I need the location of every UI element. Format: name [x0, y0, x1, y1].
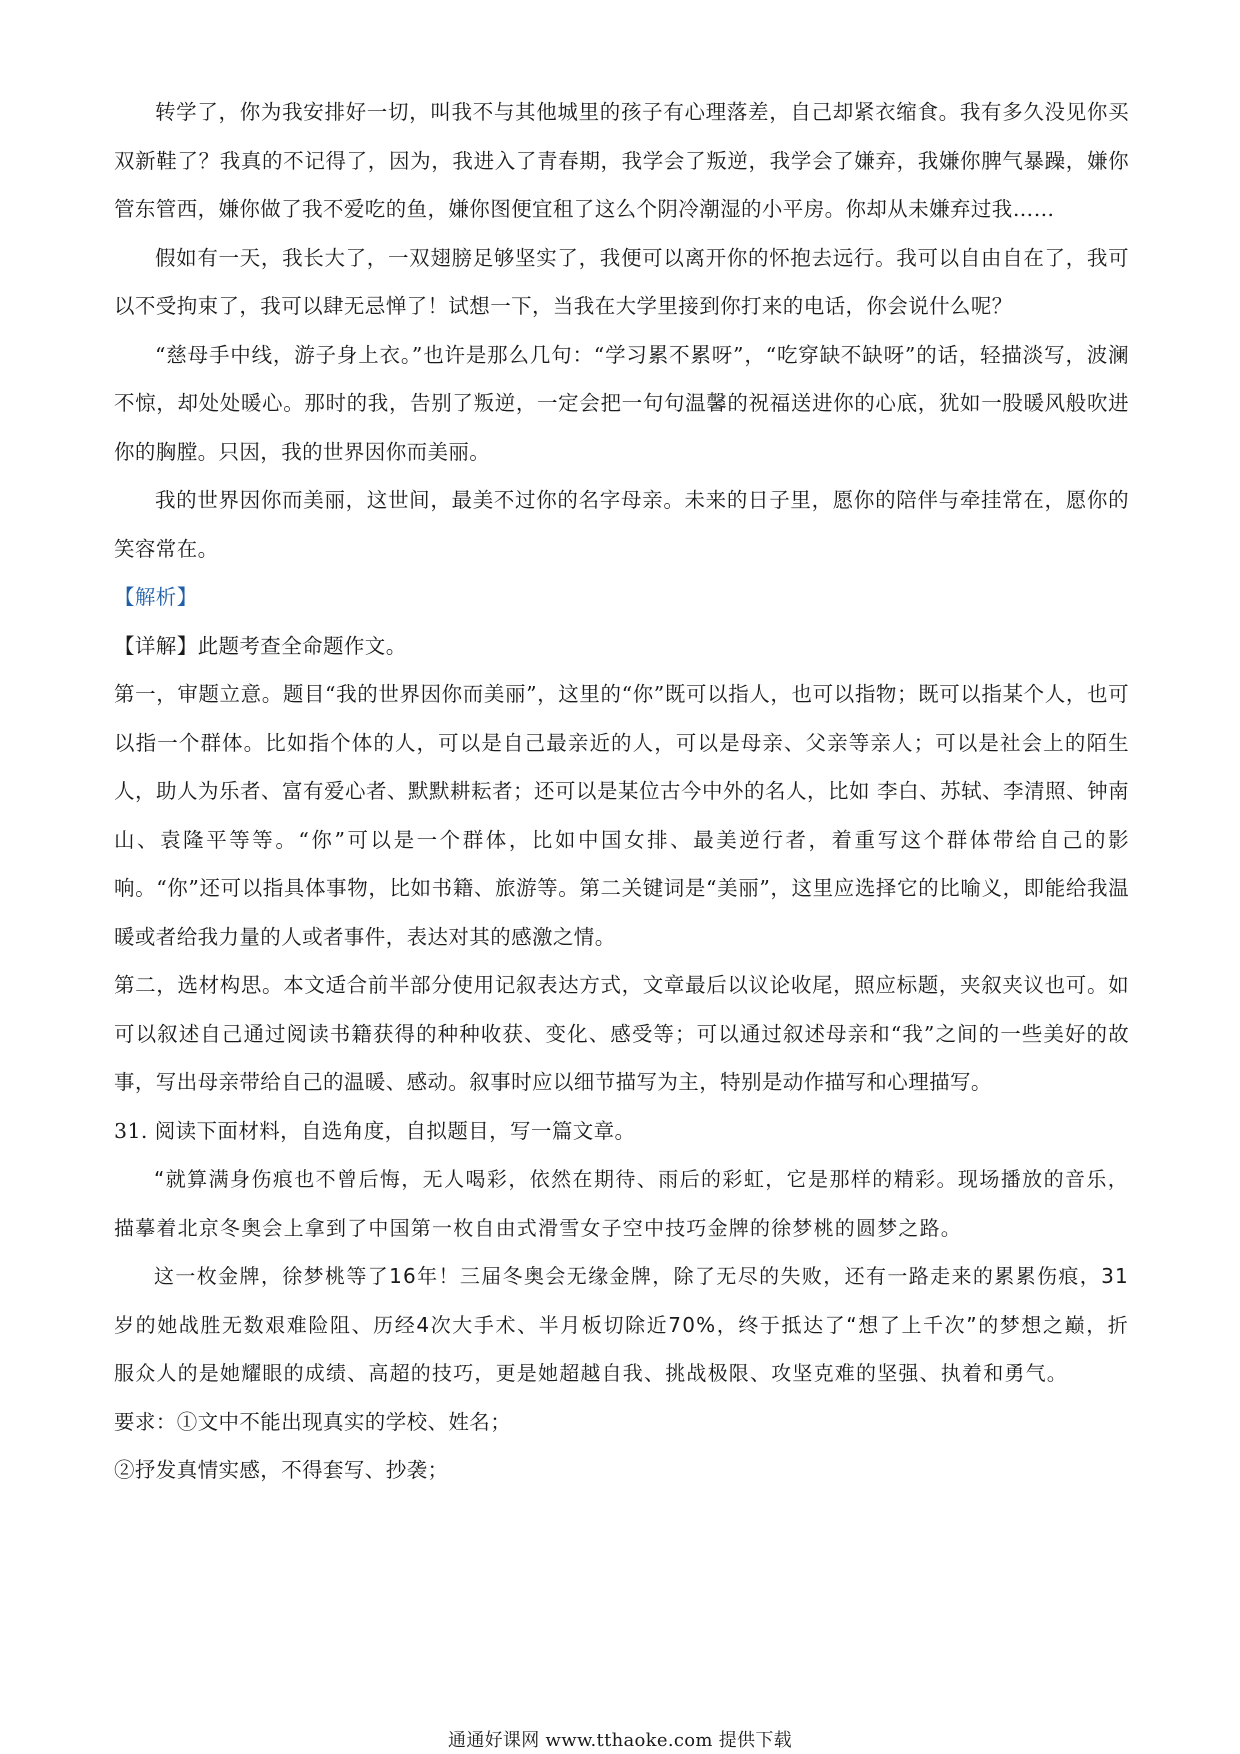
analysis-label: 【解析】 — [114, 585, 198, 609]
material-paragraph-2: 这一枚金牌，徐梦桃等了16年！三届冬奥会无缘金牌，除了无尽的失败，还有一路走来的累累伤痕，31岁的她战胜无数艰难险阻、历经4次大手术、半月板切除近70%，终于抵达了“想了上千次”的梦想之巅，折服众人的是她耀眼的成绩、高超的技巧，更是她超越自我、挑战极限、攻坚克难的坚强、执着和勇气。 — [114, 1264, 1129, 1385]
material-paragraph-1: “就算满身伤痕也不曾后悔，无人喝彩，依然在期待、雨后的彩虹，它是那样的精彩。现场播放的音乐，描摹着北京冬奥会上拿到了中国第一枚自由式滑雪女子空中技巧金牌的徐梦桃的圆梦之路。 — [114, 1167, 1129, 1240]
essay-paragraph-1: 转学了，你为我安排好一切，叫我不与其他城里的孩子有心理落差，自己却紧衣缩食。我有多久没见你买双新鞋了？我真的不记得了，因为，我进入了青春期，我学会了叛逆，我学会了嫌弃，我嫌你脾气暴躁，嫌你管东管西，嫌你做了我不爱吃的鱼，嫌你图便宜租了这么个阴冷潮湿的小平房。你却从未嫌弃过我…… — [114, 100, 1129, 221]
essay-paragraph-2: 假如有一天，我长大了，一双翅膀足够坚实了，我便可以离开你的怀抱去远行。我可以自由自在了，我可以不受拘束了，我可以肆无忌惮了！试想一下，当我在大学里接到你打来的电话，你会说什么呢？ — [114, 245, 1129, 318]
analysis-point-2: 第二，选材构思。本文适合前半部分使用记叙表达方式，文章最后以议论收尾，照应标题，夹叙夹议也可。如可以叙述自己通过阅读书籍获得的种种收获、变化、感受等；可以通过叙述母亲和“我”之间的一些美好的故事，写出母亲带给自己的温暖、感动。叙事时应以细节描写为主，特别是动作描写和心理描写。 — [114, 973, 1129, 1094]
question-31-prompt: 31. 阅读下面材料，自选角度，自拟题目，写一篇文章。 — [114, 1118, 636, 1143]
document-body — [114, 88, 1129, 1495]
analysis-detail: 【详解】此题考查全命题作文。 — [114, 633, 407, 658]
analysis-point-1: 第一，审题立意。题目“我的世界因你而美丽”，这里的“你”既可以指人，也可以指物；既可以指某个人，也可以指一个群体。比如指个体的人，可以是自己最亲近的人，可以是母亲、父亲等亲人；可以是社会上的陌生人，助人为乐者、富有爱心者、默默耕耘者；还可以是某位古今中外的名人，比如 李白、苏轼、李清照、钟南山、袁隆平等等。“你”可以是一个群体，比如中国女排、最美逆行者，着重写这个群体带给自己的影响。“你”还可以指具体事物，比如书籍、旅游等。第二关键词是“美丽”，这里应选择它的比喻义，即能给我温暖或者给我力量的人或者事件，表达对其的感激之情。 — [114, 682, 1129, 949]
footer-watermark: 通通好课网 www.tthaoke.com 提供下载 — [448, 1730, 792, 1751]
essay-paragraph-4: 我的世界因你而美丽，这世间，最美不过你的名字母亲。未来的日子里，愿你的陪伴与牵挂常在，愿你的笑容常在。 — [114, 488, 1129, 561]
essay-paragraph-3: “慈母手中线，游子身上衣。”也许是那么几句：“学习累不累呀”，“吃穿缺不缺呀”的话，轻描淡写，波澜不惊，却处处暖心。那时的我，告别了叛逆，一定会把一句句温馨的祝福送进你的心底，犹如一股暖风般吹进你的胸膛。只因，我的世界因你而美丽。 — [114, 342, 1129, 464]
requirement-1: 要求：①文中不能出现真实的学校、姓名； — [114, 1409, 512, 1434]
requirement-2: ②抒发真情实感，不得套写、抄袭； — [114, 1458, 449, 1482]
